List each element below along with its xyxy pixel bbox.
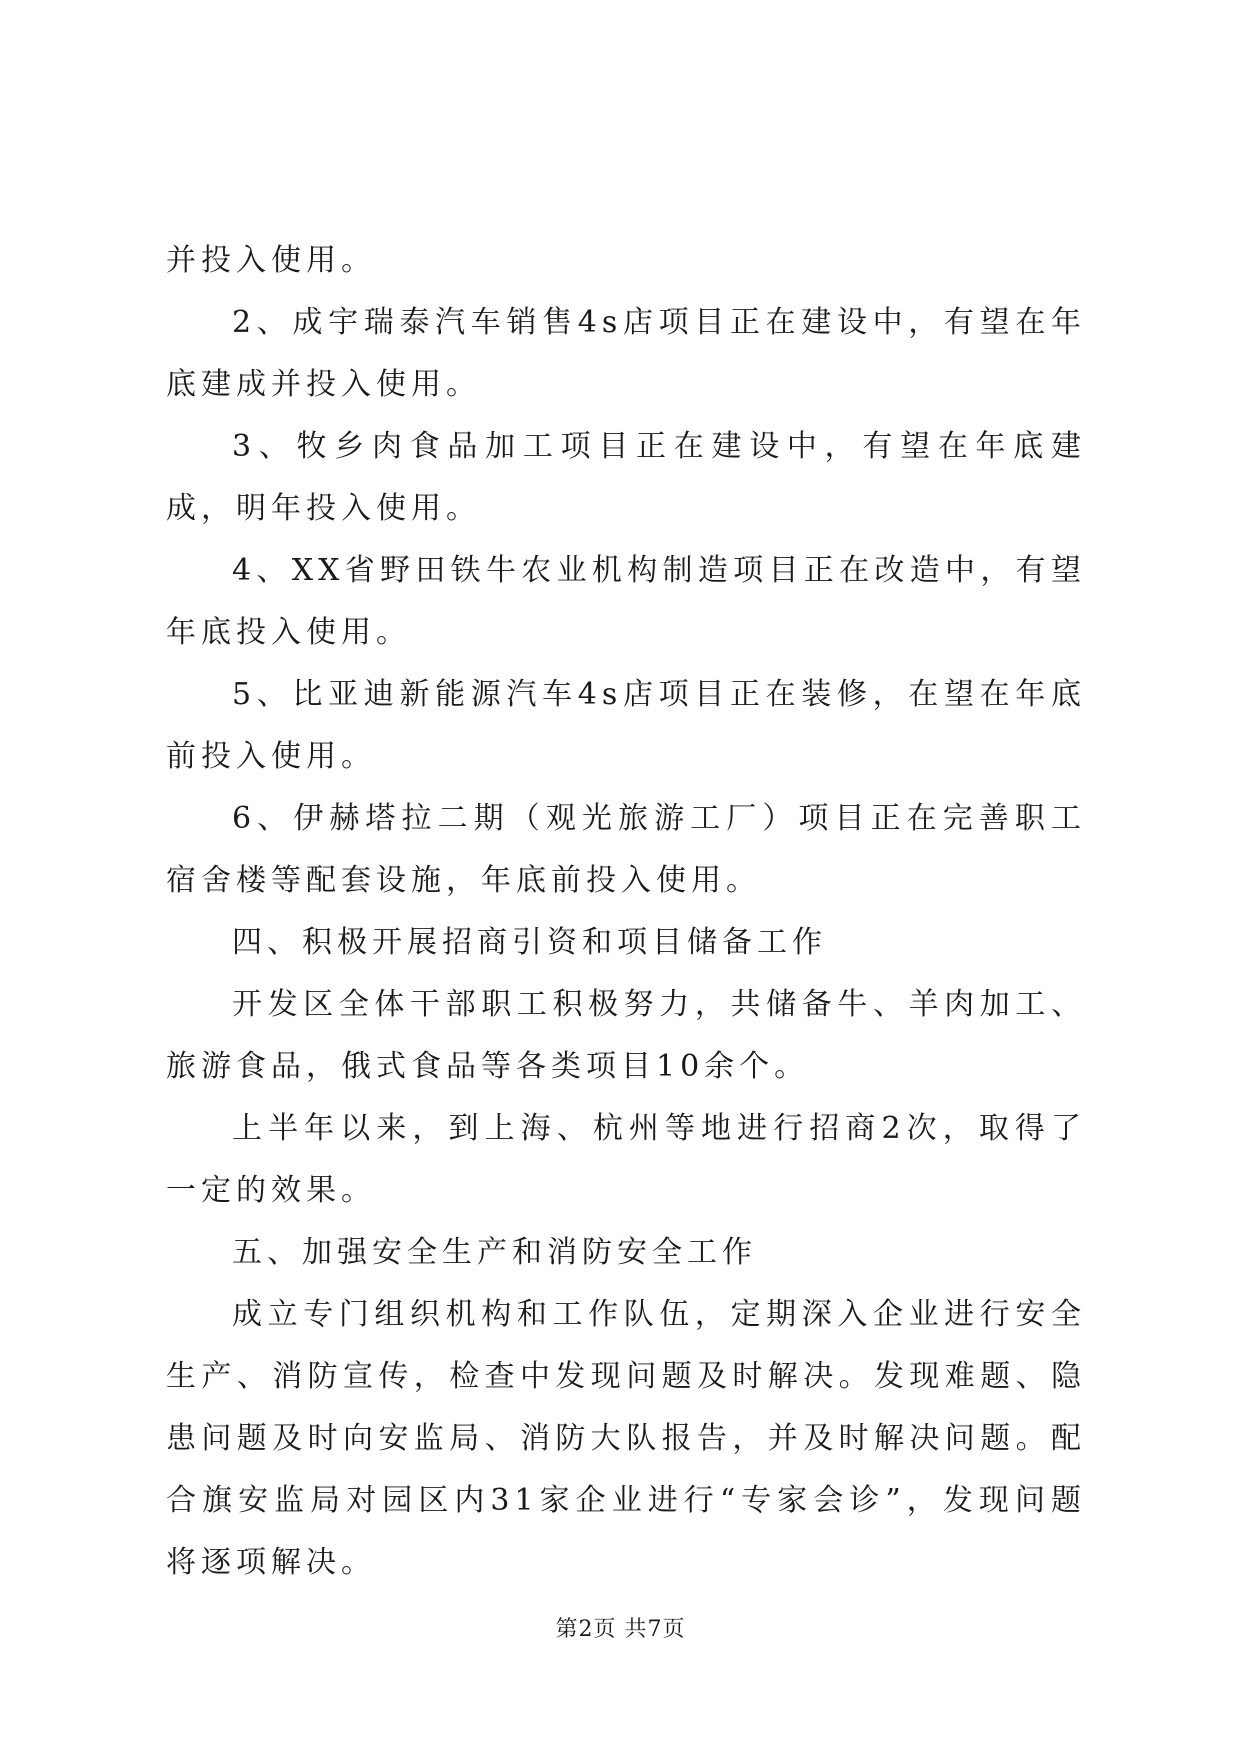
paragraph-6: 6、伊赫塔拉二期（观光旅游工厂）项目正在完善职工宿舍楼等配套设施，年底前投入使用。: [166, 801, 1086, 898]
paragraph-3: 3、牧乡肉食品加工项目正在建设中，有望在年底建成，明年投入使用。: [166, 429, 1086, 526]
section-heading-5: 五、加强安全生产和消防安全工作: [232, 1235, 757, 1270]
section-heading-4: 四、积极开展招商引资和项目储备工作: [232, 925, 827, 960]
paragraph-1: 并投入使用。: [166, 243, 376, 278]
paragraph-2: 2、成宇瑞泰汽车销售4s店项目正在建设中，有望在年底建成并投入使用。: [166, 305, 1086, 402]
document-body: [166, 230, 1086, 1594]
paragraph-4: 4、XX省野田铁牛农业机构制造项目正在改造中，有望年底投入使用。: [166, 553, 1086, 650]
paragraph-7: 开发区全体干部职工积极努力，共储备牛、羊肉加工、旅游食品，俄式食品等各类项目10余个。: [166, 987, 1086, 1084]
page-number-footer: 第2页 共7页: [555, 1617, 686, 1642]
paragraph-5: 5、比亚迪新能源汽车4s店项目正在装修，在望在年底前投入使用。: [166, 677, 1086, 774]
paragraph-9: 成立专门组织机构和工作队伍，定期深入企业进行安全生产、消防宣传，检查中发现问题及时解决。发现难题、隐患问题及时向安监局、消防大队报告，并及时解决问题。配合旗安监局对园区内31家企业进行“专家会诊”，发现问题将逐项解决。: [166, 1297, 1086, 1580]
paragraph-8: 上半年以来，到上海、杭州等地进行招商2次，取得了一定的效果。: [166, 1111, 1086, 1208]
